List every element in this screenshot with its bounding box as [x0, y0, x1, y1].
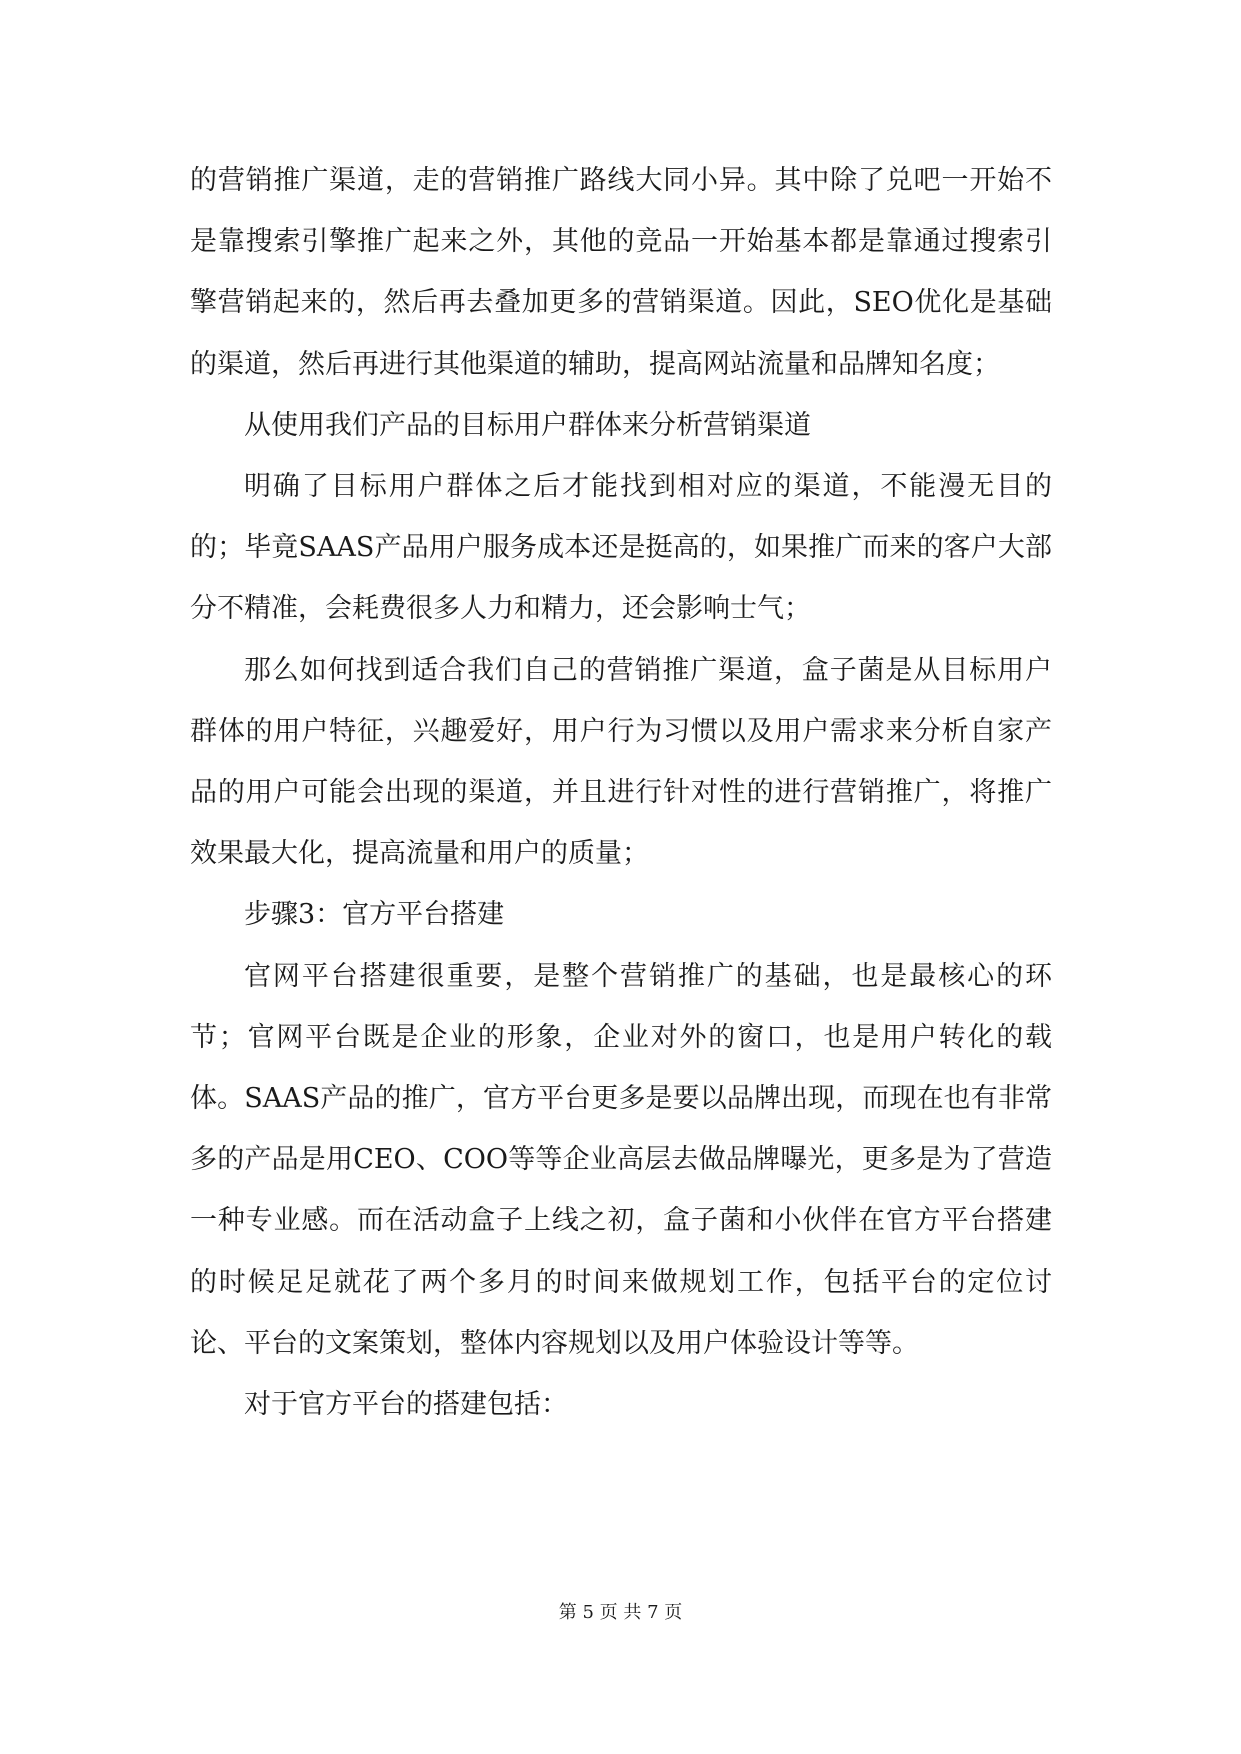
paragraph-4: 那么如何找到适合我们自己的营销推广渠道，盒子菌是从目标用户群体的用户特征，兴趣爱好，用户行为习惯以及用户需求来分析自家产品的用户可能会出现的渠道，并且进行针对性的进行营销推广，将推广效果最大化，提高流量和用户的质量；	[190, 654, 1052, 870]
paragraph-6: 官网平台搭建很重要，是整个营销推广的基础，也是最核心的环节；官网平台既是企业的形象，企业对外的窗口，也是用户转化的载体。SAAS产品的推广，官方平台更多是要以品牌出现，而现在也有非常多的产品是用CEO、COO等等企业高层去做品牌曝光，更多是为了营造一种专业感。而在活动盒子上线之初，盒子菌和小伙伴在官方平台搭建的时候足足就花了两个多月的时间来做规划工作，包括平台的定位讨论、平台的文案策划，整体内容规划以及用户体验设计等等。	[190, 960, 1052, 1359]
page-number-footer: 第 5 页 共 7 页	[558, 1602, 683, 1623]
paragraph-2: 从使用我们产品的目标用户群体来分析营销渠道	[244, 409, 811, 441]
paragraph-1: 的营销推广渠道，走的营销推广路线大同小异。其中除了兑吧一开始不是靠搜索引擎推广起来之外，其他的竞品一开始基本都是靠通过搜索引擎营销起来的，然后再去叠加更多的营销渠道。因此，SEO优化是基础的渠道，然后再进行其他渠道的辅助，提高网站流量和品牌知名度；	[190, 165, 1052, 380]
paragraph-5-heading: 步骤3：官方平台搭建	[244, 899, 505, 931]
paragraph-7: 对于官方平台的搭建包括：	[244, 1389, 568, 1421]
paragraph-3: 明确了目标用户群体之后才能找到相对应的渠道，不能漫无目的的；毕竟SAAS产品用户服务成本还是挺高的，如果推广而来的客户大部分不精准，会耗费很多人力和精力，还会影响士气；	[190, 471, 1052, 625]
document-body	[190, 150, 1052, 1435]
